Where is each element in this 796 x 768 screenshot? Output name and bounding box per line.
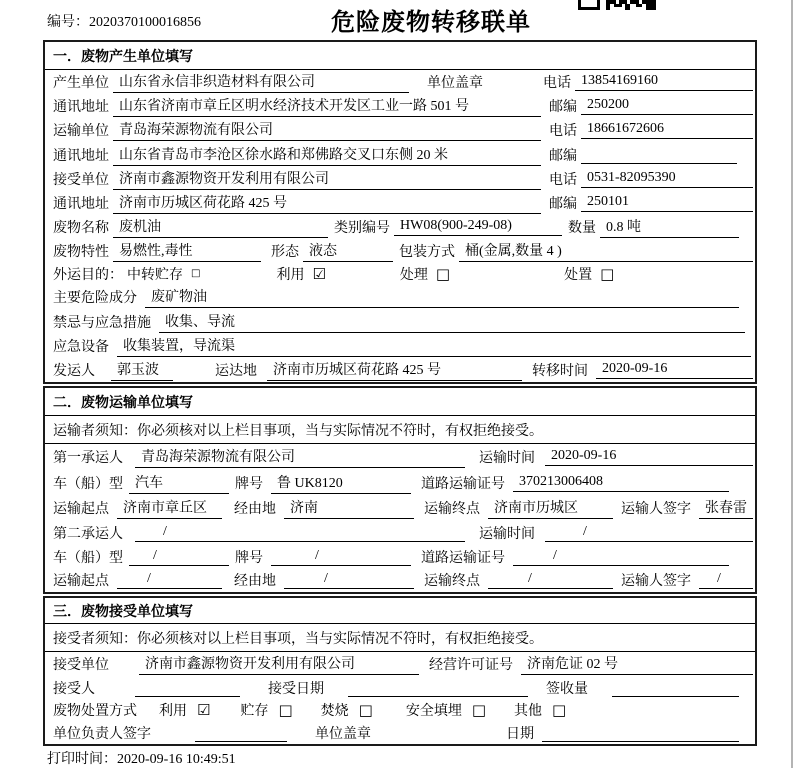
category-label: 类别编号 — [334, 221, 390, 237]
section-transporter-title: 二．废物运输单位填写 — [45, 388, 755, 416]
road-permit2-label: 道路运输证号 — [421, 550, 505, 566]
section-receiver-title: 三．废物接受单位填写 — [45, 598, 755, 624]
manager-sign-value — [195, 724, 287, 742]
section-transporter — [43, 386, 757, 594]
purpose-treat-checkbox: □ — [435, 264, 451, 283]
date-label: 日期 — [506, 726, 534, 742]
producer-phone-value: 13854169160 — [575, 73, 753, 91]
shipper-row — [45, 358, 755, 382]
category-value: HW08(900-249-08) — [394, 218, 562, 236]
terminus1-value: 济南市历城区 — [488, 497, 613, 519]
plate1-value: 鲁 UK8120 — [271, 472, 411, 494]
quantity-label: 数量 — [568, 221, 596, 237]
doc-number-value: 2020370100016856 — [89, 15, 201, 30]
transporter-value: 青岛海荣源物流有限公司 — [113, 119, 541, 141]
destination-value: 济南市历城区荷花路 425 号 — [267, 359, 522, 381]
main-hazard-row — [45, 285, 755, 309]
accept-unit-value: 济南市鑫源物资开发利用有限公司 — [139, 653, 419, 675]
sign1-value: 张春雷 — [699, 497, 753, 519]
main-hazard-label: 主要危险成分 — [53, 291, 137, 307]
carrier2-row — [45, 521, 755, 545]
receiver-row — [45, 167, 755, 191]
form-value: 液态 — [303, 240, 393, 262]
equipment-label: 应急设备 — [53, 339, 109, 355]
disposal-burn-label: 焚烧 — [320, 704, 349, 720]
vehicle1-row — [45, 470, 755, 496]
receiver-label: 接受单位 — [53, 172, 109, 188]
waste-character-row — [45, 239, 755, 263]
transporter-notice: 运输者须知：你必须核对以上栏目事项，当与实际情况不符时，有权拒绝接受。 — [45, 416, 755, 444]
character-value: 易燃性,毒性 — [113, 240, 261, 262]
purpose-use-checkbox: ☑ — [312, 264, 326, 283]
purpose-option-treat-label: 处理 — [399, 268, 428, 284]
vehicle2-row — [45, 545, 755, 569]
disposal-burn-checkbox: □ — [358, 700, 373, 719]
taboo-label: 禁忌与应急措施 — [53, 315, 151, 331]
carrier2-label: 第二承运人 — [53, 526, 123, 542]
transporter-label: 运输单位 — [53, 124, 109, 140]
accept-unit-row — [45, 652, 755, 677]
receiver-phone-label: 电话 — [549, 172, 577, 188]
accept-person-value — [135, 679, 240, 697]
accept-unit-label: 接受单位 — [53, 658, 109, 674]
carrier2-time-label: 运输时间 — [479, 526, 535, 542]
producer-phone-label: 电话 — [543, 76, 571, 92]
producer-zip-value: 250200 — [581, 97, 753, 115]
purpose-label: 外运目的： — [53, 268, 123, 284]
equipment-row — [45, 334, 755, 358]
transporter-phone-label: 电话 — [549, 124, 577, 140]
transporter-addr-label: 通讯地址 — [53, 148, 109, 164]
purpose-option-dispose-label: 处置 — [564, 268, 593, 284]
doc-title: 危险废物转移联单 — [331, 8, 531, 36]
vehicle2-value: / — [129, 548, 229, 566]
carrier1-value: 青岛海荣源物流有限公司 — [135, 446, 465, 468]
waste-name-label: 废物名称 — [53, 221, 109, 237]
transporter-phone-value: 18661672606 — [581, 121, 753, 139]
purpose-option-transfer-label: 中转贮存 — [127, 268, 183, 284]
producer-label: 产生单位 — [53, 76, 109, 92]
main-hazard-value: 废矿物油 — [145, 286, 739, 308]
via1-label: 经由地 — [234, 502, 276, 518]
producer-address-row — [45, 94, 755, 118]
sign-amount-label: 签收量 — [546, 681, 588, 697]
receiver-value: 济南市鑫源物资开发利用有限公司 — [113, 168, 541, 190]
plate1-label: 牌号 — [235, 476, 263, 492]
disposal-store-label: 贮存 — [240, 704, 269, 720]
disposal-use-checkbox: ☑ — [197, 700, 211, 719]
terminus1-label: 运输终点 — [424, 502, 480, 518]
print-time — [47, 748, 236, 768]
sign2-label: 运输人签字 — [621, 574, 691, 590]
producer-addr-label: 通讯地址 — [53, 100, 109, 116]
transporter-zip-label: 邮编 — [549, 148, 577, 164]
permit-label: 经营许可证号 — [429, 658, 513, 674]
receiver-zip-value: 250101 — [581, 194, 753, 212]
taboo-row — [45, 310, 755, 334]
destination-label: 运达地 — [215, 363, 257, 379]
producer-zip-label: 邮编 — [549, 100, 577, 116]
disposal-use-label: 利用 — [159, 704, 187, 720]
form-label: 形态 — [271, 245, 299, 261]
doc-number-label: 编号： — [47, 15, 89, 30]
shipper-value: 郭玉波 — [111, 359, 173, 381]
character-label: 废物特性 — [53, 245, 109, 261]
road-permit1-value: 370213006408 — [513, 474, 729, 492]
carrier1-row — [45, 444, 755, 470]
transfer-time-value: 2020-09-16 — [596, 361, 753, 379]
receiver-notice: 接受者须知：你必须核对以上栏目事项，当与实际情况不符时，有权拒绝接受。 — [45, 624, 755, 652]
disposal-row — [45, 699, 755, 722]
taboo-value: 收集、导流 — [159, 311, 745, 333]
receiver-address-row — [45, 191, 755, 215]
origin2-value: / — [117, 571, 222, 589]
receiver-seal-label: 单位盖章 — [315, 726, 371, 742]
origin2-label: 运输起点 — [53, 574, 109, 590]
section-receiver — [43, 596, 757, 746]
terminus2-value: / — [488, 571, 613, 589]
road-permit1-label: 道路运输证号 — [421, 476, 505, 492]
vehicle1-label: 车（船）型 — [53, 476, 123, 492]
shipper-label: 发运人 — [53, 363, 95, 379]
sign1-label: 运输人签字 — [621, 502, 691, 518]
purpose-transfer-checkbox: □ — [191, 268, 201, 280]
carrier1-label: 第一承运人 — [53, 450, 123, 466]
packing-value: 桶(金属,数量 4 ) — [459, 240, 753, 262]
accept-person-row — [45, 677, 755, 700]
disposal-store-checkbox: □ — [278, 700, 293, 719]
date-value — [542, 724, 739, 742]
accept-date-label: 接受日期 — [268, 681, 324, 697]
transporter-address-row — [45, 142, 755, 166]
producer-row — [45, 70, 755, 94]
purpose-option-use-label: 利用 — [276, 268, 305, 284]
print-time-value: 2020-09-16 10:49:51 — [117, 752, 236, 767]
transfer-time-label: 转移时间 — [532, 363, 588, 379]
via2-value: / — [284, 571, 414, 589]
receiver-addr-value: 济南市历城区荷花路 425 号 — [113, 192, 541, 214]
receiver-addr-label: 通讯地址 — [53, 196, 109, 212]
permit-value: 济南危证 02 号 — [521, 653, 753, 675]
carrier2-value: / — [135, 524, 465, 542]
via2-label: 经由地 — [234, 574, 276, 590]
sign2-value: / — [699, 571, 753, 589]
origin1-value: 济南市章丘区 — [117, 497, 222, 519]
section-producer-title: 一．废物产生单位填写 — [45, 42, 755, 70]
route2-row — [45, 568, 755, 592]
print-time-label: 打印时间： — [47, 752, 117, 767]
vehicle2-label: 车（船）型 — [53, 550, 123, 566]
accept-person-label: 接受人 — [53, 681, 95, 697]
purpose-dispose-checkbox: □ — [600, 264, 615, 283]
disposal-landfill-label: 安全填埋 — [405, 704, 462, 720]
waste-name-value: 废机油 — [113, 216, 328, 238]
plate2-label: 牌号 — [235, 550, 263, 566]
vehicle1-value: 汽车 — [129, 472, 229, 494]
receiver-zip-label: 邮编 — [549, 196, 577, 212]
waste-name-row — [45, 215, 755, 239]
carrier1-time-value: 2020-09-16 — [545, 448, 753, 466]
disposal-other-checkbox: □ — [552, 700, 567, 719]
purpose-row — [45, 263, 755, 285]
qr-code-fragment-icon — [578, 0, 656, 10]
plate2-value: / — [271, 548, 411, 566]
doc-number — [47, 11, 201, 31]
origin1-label: 运输起点 — [53, 502, 109, 518]
transporter-addr-value: 山东省青岛市李沧区徐水路和郑佛路交叉口东侧 20 米 — [113, 144, 541, 166]
producer-addr-value: 山东省济南市章丘区明水经济技术开发区工业一路 501 号 — [113, 95, 541, 117]
transporter-row — [45, 118, 755, 142]
disposal-label: 废物处置方式 — [53, 704, 137, 720]
section-producer — [43, 40, 757, 384]
page-edge-line — [791, 0, 793, 768]
quantity-value: 0.8 吨 — [600, 216, 739, 238]
manager-sign-label: 单位负责人签字 — [53, 726, 151, 742]
disposal-landfill-checkbox: □ — [471, 700, 487, 719]
producer-value: 山东省永信非织造材料有限公司 — [113, 71, 409, 93]
terminus2-label: 运输终点 — [424, 574, 480, 590]
accept-date-value — [348, 679, 528, 697]
equipment-value: 收集装置，导流渠 — [117, 335, 751, 357]
carrier1-time-label: 运输时间 — [479, 450, 535, 466]
route1-row — [45, 495, 755, 521]
road-permit2-value: / — [513, 548, 729, 566]
sign-amount-value — [612, 679, 739, 697]
via1-value: 济南 — [284, 497, 414, 519]
packing-label: 包装方式 — [399, 245, 455, 261]
transporter-zip-value — [581, 146, 737, 164]
carrier2-time-value: / — [545, 524, 753, 542]
manager-sign-row — [45, 722, 755, 745]
receiver-phone-value: 0531-82095390 — [581, 170, 753, 188]
unit-seal-label: 单位盖章 — [427, 76, 483, 92]
disposal-other-label: 其他 — [514, 704, 543, 720]
